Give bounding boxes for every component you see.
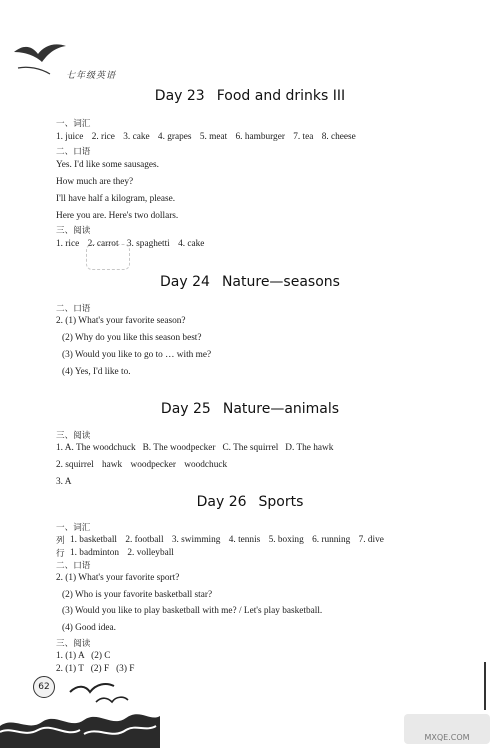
- site-watermark: MXQE.COM: [404, 714, 490, 744]
- faded-stamp-icon: [86, 244, 130, 270]
- list-item: 8. cheese: [321, 132, 356, 142]
- list-item: 3. spaghetti: [126, 239, 170, 249]
- day24-number: Day 24: [160, 274, 210, 290]
- list-item: 3. swimming: [171, 535, 221, 545]
- day26-speak-line: (4) Good idea.: [62, 623, 116, 633]
- list-item: 2. carrot: [87, 239, 119, 249]
- list-item: 5. boxing: [268, 535, 304, 545]
- waves-and-gulls-icon: [0, 660, 200, 748]
- list-item: 7. dive: [358, 535, 384, 545]
- book-header: [10, 38, 150, 86]
- list-item: 1. badminton: [70, 548, 120, 558]
- day25-topic: Nature—animals: [222, 401, 340, 417]
- list-item: 4. cake: [178, 239, 205, 249]
- day26-read-line: 2. (1) T (2) F (3) F: [56, 664, 135, 674]
- day26-speak-line: (2) Who is your favorite basketball star?: [62, 590, 213, 600]
- day24-topic: Nature—seasons: [221, 274, 340, 290]
- day23-topic: Food and drinks III: [216, 88, 346, 104]
- margin-mark: [484, 662, 486, 710]
- list-item: hawk: [102, 460, 123, 470]
- day23-vocab-list: [56, 131, 362, 143]
- list-item: 6. running: [312, 535, 351, 545]
- day26-speak-line: 2. (1) What's your favorite sport?: [56, 573, 180, 583]
- day26-topic: Sports: [258, 494, 304, 510]
- list-item: woodchuck: [184, 460, 228, 470]
- day24-speak-line: (2) Why do you like this season best?: [62, 333, 202, 343]
- day26-vocab-row2: [70, 547, 180, 559]
- list-item: 3. cake: [123, 132, 150, 142]
- day23-vocab-label: 一、词汇: [56, 119, 91, 129]
- day25-read-label: 三、阅读: [56, 431, 91, 441]
- list-item: 2. football: [125, 535, 164, 545]
- day24-speak-line: (3) Would you like to go to … with me?: [62, 350, 212, 360]
- day26-speak-line: (3) Would you like to play basketball with me? / Let's play basketball.: [62, 606, 323, 616]
- day24-speak-line: 2. (1) What's your favorite season?: [56, 316, 186, 326]
- list-item: 6. hamburger: [235, 132, 285, 142]
- day26-speak-label: 二、口语: [56, 561, 91, 571]
- day24-speak-line: (4) Yes, I'd like to.: [62, 367, 131, 377]
- day26-title: [0, 494, 500, 510]
- list-item: 4. tennis: [228, 535, 261, 545]
- day23-speak-line: I'll have half a kilogram, please.: [56, 194, 176, 204]
- day23-number: Day 23: [154, 88, 205, 104]
- day26-read-label: 三、阅读: [56, 639, 91, 649]
- list-item: 7. tea: [293, 132, 314, 142]
- list-item: 1. rice: [56, 239, 80, 249]
- day26-read-line: 1. (1) A (2) C: [56, 651, 111, 661]
- list-item: 2. rice: [91, 132, 115, 142]
- day23-speak-line: Yes. I'd like some sausages.: [56, 160, 159, 170]
- row-label: 行: [56, 549, 65, 559]
- list-item: 1. basketball: [70, 535, 117, 545]
- page-number: 62: [33, 676, 55, 698]
- book-title: 七年级英语: [66, 71, 117, 81]
- day25-read-line: 3. A: [56, 477, 72, 487]
- day23-speak-label: 二、口语: [56, 147, 91, 157]
- day25-read-line: 1. A. The woodchuck B. The woodpecker C. The squirrel D. The hawk: [56, 443, 334, 453]
- day25-read-list: [56, 459, 233, 471]
- list-item: 2. volleyball: [127, 548, 174, 558]
- column-label: 列: [56, 536, 65, 546]
- list-item: 5. meat: [199, 132, 228, 142]
- day23-read-label: 三、阅读: [56, 226, 91, 236]
- list-item: 2. squirrel: [56, 460, 94, 470]
- day23-title: [0, 88, 500, 104]
- day26-vocab-label: 一、词汇: [56, 523, 91, 533]
- day25-number: Day 25: [160, 401, 211, 417]
- day23-speak-line: Here you are. Here's two dollars.: [56, 211, 179, 221]
- day23-read-list: [56, 238, 210, 250]
- list-item: woodpecker: [130, 460, 176, 470]
- list-item: 4. grapes: [157, 132, 192, 142]
- day26-number: Day 26: [196, 494, 247, 510]
- list-item: 1. juice: [56, 132, 84, 142]
- day25-title: [0, 401, 500, 417]
- day26-vocab-row1: [70, 534, 390, 546]
- day24-title: [0, 274, 500, 290]
- day23-speak-line: How much are they?: [56, 177, 134, 187]
- seagull-icon: [10, 38, 70, 78]
- day24-speak-label: 二、口语: [56, 304, 91, 314]
